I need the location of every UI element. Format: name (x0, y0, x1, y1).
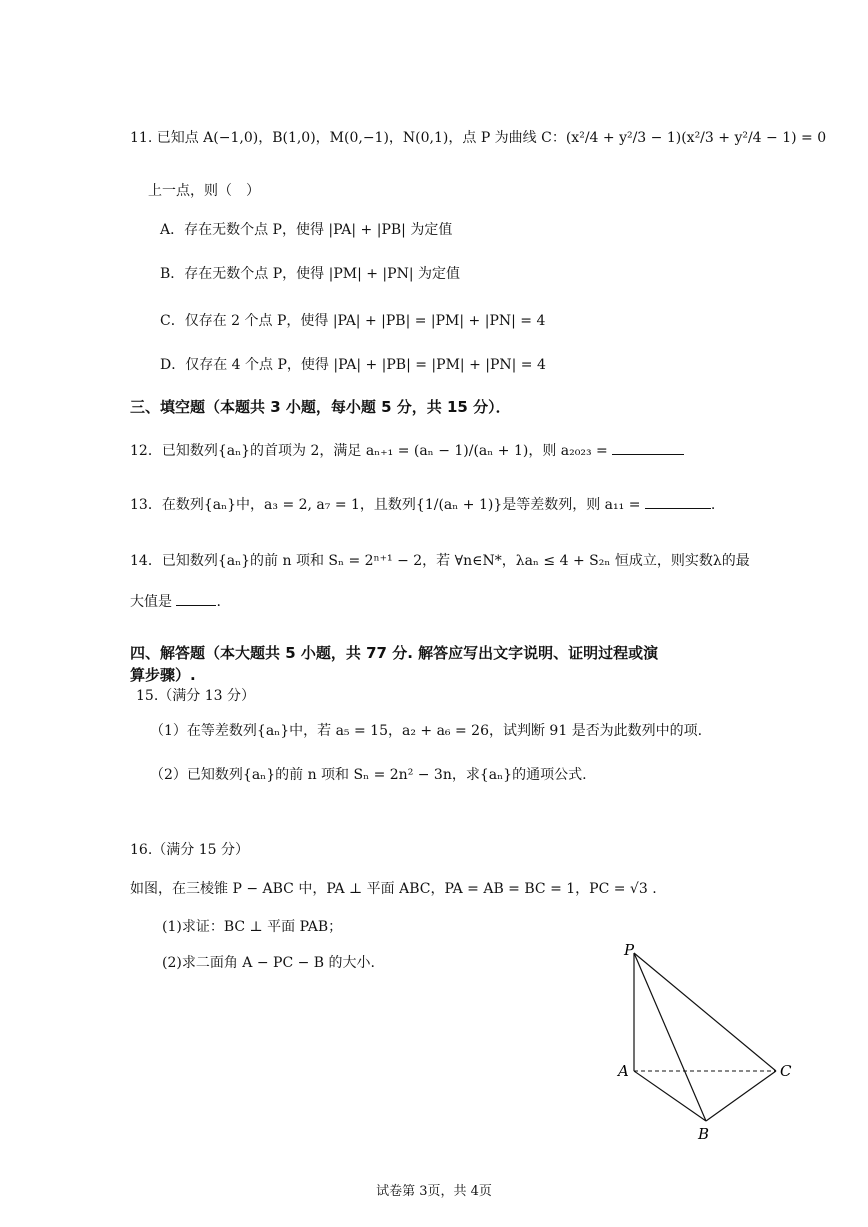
q13-answer-blank (645, 494, 711, 509)
q14-line2-text: 大值是 (130, 594, 172, 610)
label-a: A (618, 1062, 629, 1080)
q11-line2: 上一点，则（ ） (148, 183, 260, 199)
q11-option-a: A．存在无数个点 P，使得 |PA| + |PB| 为定值 (160, 222, 453, 238)
q16-head: 16.（满分 15 分） (130, 842, 249, 858)
edge-bc (706, 1071, 776, 1121)
tetrahedron-figure (600, 935, 810, 1145)
q11-option-d: D．仅存在 4 个点 P，使得 |PA| + |PB| = |PM| + |PN| = 4 (160, 357, 546, 373)
q12 (130, 440, 684, 461)
q16-part2: (2)求二面角 A − PC − B 的大小. (162, 955, 375, 971)
edge-pc (634, 953, 776, 1071)
q14-line1: 14．已知数列{aₙ}的前 n 项和 Sₙ = 2ⁿ⁺¹ − 2，若 ∀n∈N*，λaₙ ≤ 4 + S₂ₙ 恒成立，则实数λ的最 (130, 553, 750, 569)
q15-part1: （1）在等差数列{aₙ}中，若 a₅ = 15，a₂ + a₆ = 26，试判断 91 是否为此数列中的项. (150, 723, 703, 739)
section-4-heading-line1: 四、解答题（本大题共 5 小题，共 77 分. 解答应写出文字说明、证明过程或演 (130, 644, 659, 662)
q12-answer-blank (612, 440, 684, 455)
section-3-heading: 三、填空题（本题共 3 小题，每小题 5 分，共 15 分）． (130, 398, 511, 416)
q15-head: 15.（满分 13 分） (136, 688, 255, 704)
page-footer: 试卷第 3页，共 4页 (376, 1184, 492, 1199)
q13-text: 13．在数列{aₙ}中，a₃ = 2, a₇ = 1，且数列{1/(aₙ + 1)}是等差数列，则 a₁₁ = (130, 497, 641, 513)
q14-tail: . (216, 594, 221, 610)
section-4-heading-line2: 算步骤）. (130, 666, 196, 684)
q16-part1: (1)求证：BC ⊥ 平面 PAB； (162, 919, 343, 935)
q13-tail: . (710, 497, 716, 513)
label-c: C (780, 1062, 792, 1080)
q14-line2 (130, 591, 221, 612)
q15-part2: （2）已知数列{aₙ}的前 n 项和 Sₙ = 2n² − 3n，求{aₙ}的通项公式. (150, 767, 587, 783)
q11-line1: 11. 已知点 A(−1,0)，B(1,0)，M(0,−1)，N(0,1)，点 P 为曲线 C：(x²/4 + y²/3 − 1)(x²/3 + y²/4 − 1) = 0 (130, 130, 827, 146)
q14-answer-blank (176, 591, 216, 606)
q12-text: 12．已知数列{aₙ}的首项为 2，满足 aₙ₊₁ = (aₙ − 1)/(aₙ + 1)，则 a₂₀₂₃ = (130, 443, 608, 459)
label-b: B (698, 1125, 710, 1143)
q11-option-c: C．仅存在 2 个点 P，使得 |PA| + |PB| = |PM| + |PN| = 4 (160, 313, 546, 329)
q11-option-b: B．存在无数个点 P，使得 |PM| + |PN| 为定值 (160, 266, 460, 282)
label-p: P (624, 941, 635, 959)
q16-stem: 如图，在三棱锥 P − ABC 中，PA ⊥ 平面 ABC，PA = AB = BC = 1，PC = √3 . (130, 881, 657, 897)
q13 (130, 494, 715, 515)
